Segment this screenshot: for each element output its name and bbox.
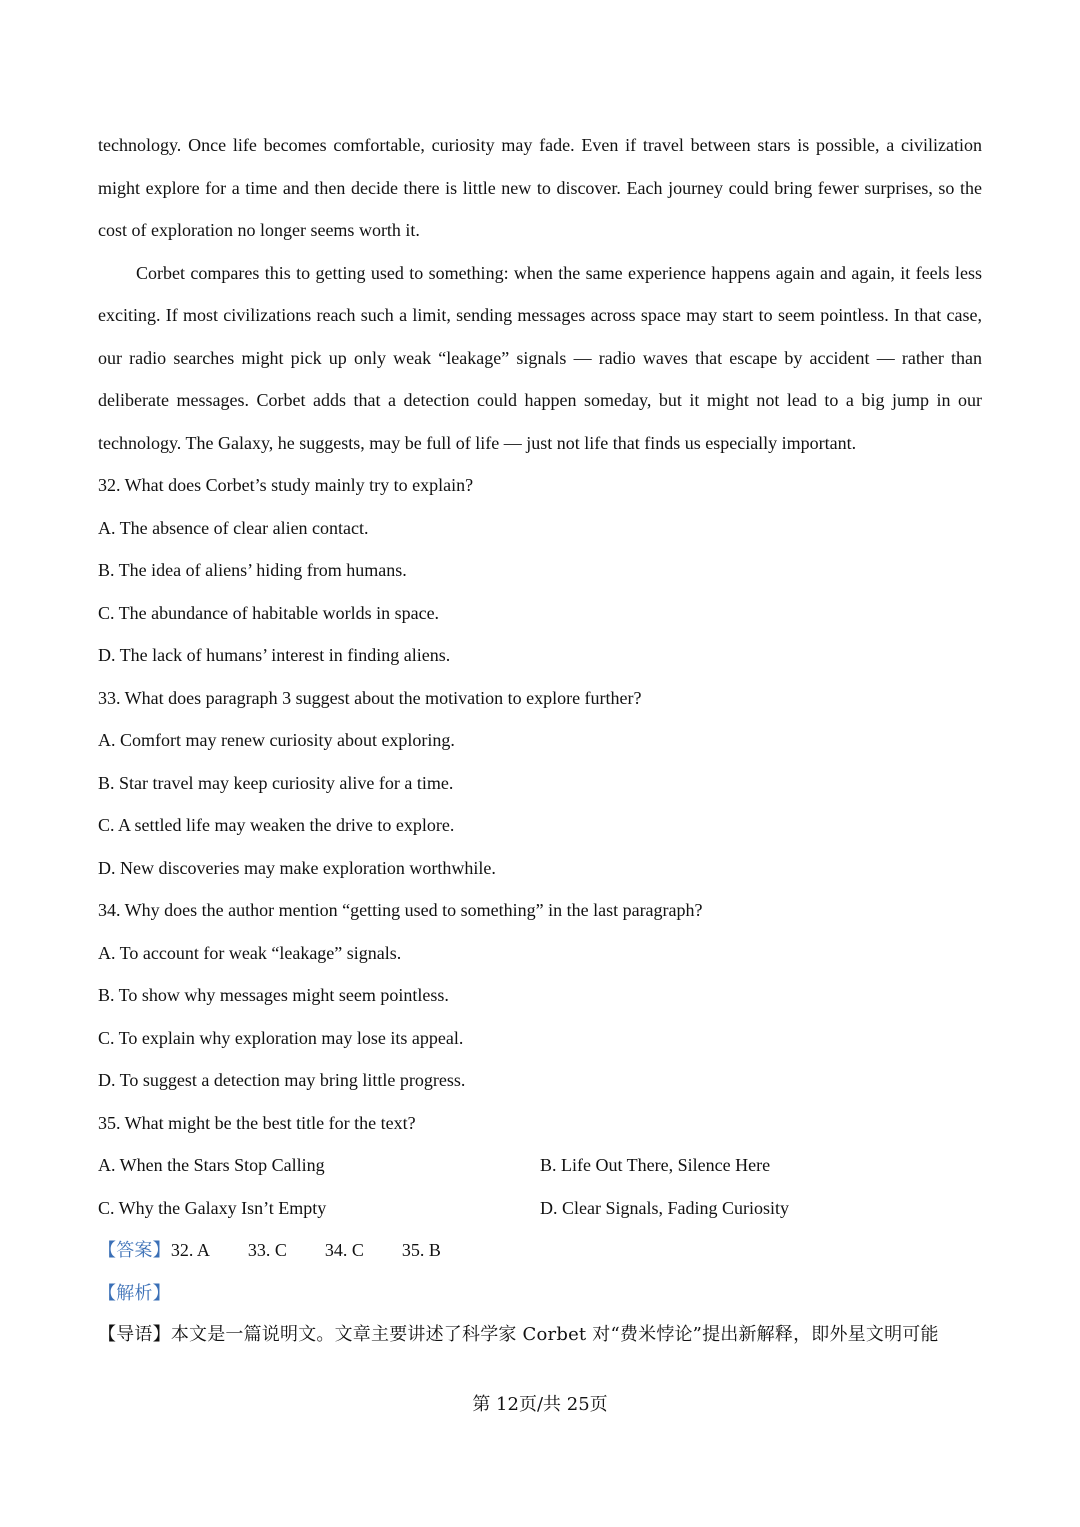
question-32-option-d: D. The lack of humans’ interest in finding aliens. [98, 645, 451, 665]
question-35-option-b: B. Life Out There, Silence Here [540, 1155, 771, 1175]
question-32-option-c: C. The abundance of habitable worlds in space. [98, 602, 440, 623]
question-34-option-a: A. To account for weak “leakage” signals. [98, 942, 402, 963]
answer-34: 34. C [324, 1240, 364, 1260]
passage-paragraph-1: technology. Once life becomes comfortable, curiosity may fade. Even if travel between stars is possible, a civilization might explore for a time and then decide there is little new to discover. Each journey could bring fewer surprises, so the cost of exploration no longer seems worth it. [98, 135, 982, 240]
question-34-option-d: D. To suggest a detection may bring little progress. [98, 1070, 466, 1090]
question-32-option-a: A. The absence of clear alien contact. [98, 517, 369, 538]
page-number-footer: 第 12页/共 25页 [472, 1394, 608, 1415]
intro-line [98, 1314, 982, 1357]
question-32-option-b: B. The idea of aliens’ hiding from humans. [98, 560, 407, 580]
question-35-options-row-1 [98, 1144, 982, 1187]
question-35-option-c: C. Why the Galaxy Isn’t Empty [98, 1197, 327, 1218]
question-33-option-c: C. A settled life may weaken the drive to explore. [98, 815, 455, 835]
question-35-option-d: D. Clear Signals, Fading Curiosity [540, 1197, 789, 1218]
passage-paragraph-2: Corbet compares this to getting used to something: when the same experience happens again and again, it feels less exciting. If most civilizations reach such a limit, sending messages across space may start to seem pointless. In that case, our radio searches might pick up only weak “leakage” signals — radio waves that escape by accident — rather than deliberate messages. Corbet adds that a detection could happen someday, but it might not lead to a big jump in our technology. The Galaxy, he suggests, may be full of life — just not life that finds us especially important. [98, 262, 982, 453]
intro-label: 【导语】 [98, 1324, 171, 1345]
answer-label: 【答案】 [98, 1240, 171, 1261]
question-33-option-a: A. Comfort may renew curiosity about exploring. [98, 730, 455, 750]
analysis-line [98, 1272, 982, 1315]
document-page [98, 124, 982, 1357]
intro-text: 本文是一篇说明文。文章主要讲述了科学家 Corbet 对“费米悖论”提出新解释，即外星文明可能 [170, 1324, 939, 1345]
answer-35: 35. B [401, 1240, 441, 1260]
question-33-stem: 33. What does paragraph 3 suggest about the motivation to explore further? [98, 687, 642, 708]
answer-33: 33. C [247, 1240, 287, 1260]
question-35-stem: 35. What might be the best title for the text? [98, 1112, 416, 1133]
question-34-stem: 34. Why does the author mention “getting used to something” in the last paragraph? [98, 900, 703, 920]
question-33-option-d: D. New discoveries may make exploration worthwhile. [98, 857, 496, 878]
question-33-option-b: B. Star travel may keep curiosity alive for a time. [98, 772, 454, 793]
answer-32: 32. A [170, 1240, 210, 1260]
question-35-option-a: A. When the Stars Stop Calling [98, 1155, 325, 1175]
question-32-stem: 32. What does Corbet’s study mainly try to explain? [98, 475, 474, 495]
question-35-options-row-2 [98, 1187, 982, 1230]
answer-line [98, 1229, 982, 1272]
analysis-label: 【解析】 [98, 1282, 171, 1304]
question-34-option-b: B. To show why messages might seem pointless. [98, 985, 449, 1005]
question-34-option-c: C. To explain why exploration may lose its appeal. [98, 1027, 464, 1048]
